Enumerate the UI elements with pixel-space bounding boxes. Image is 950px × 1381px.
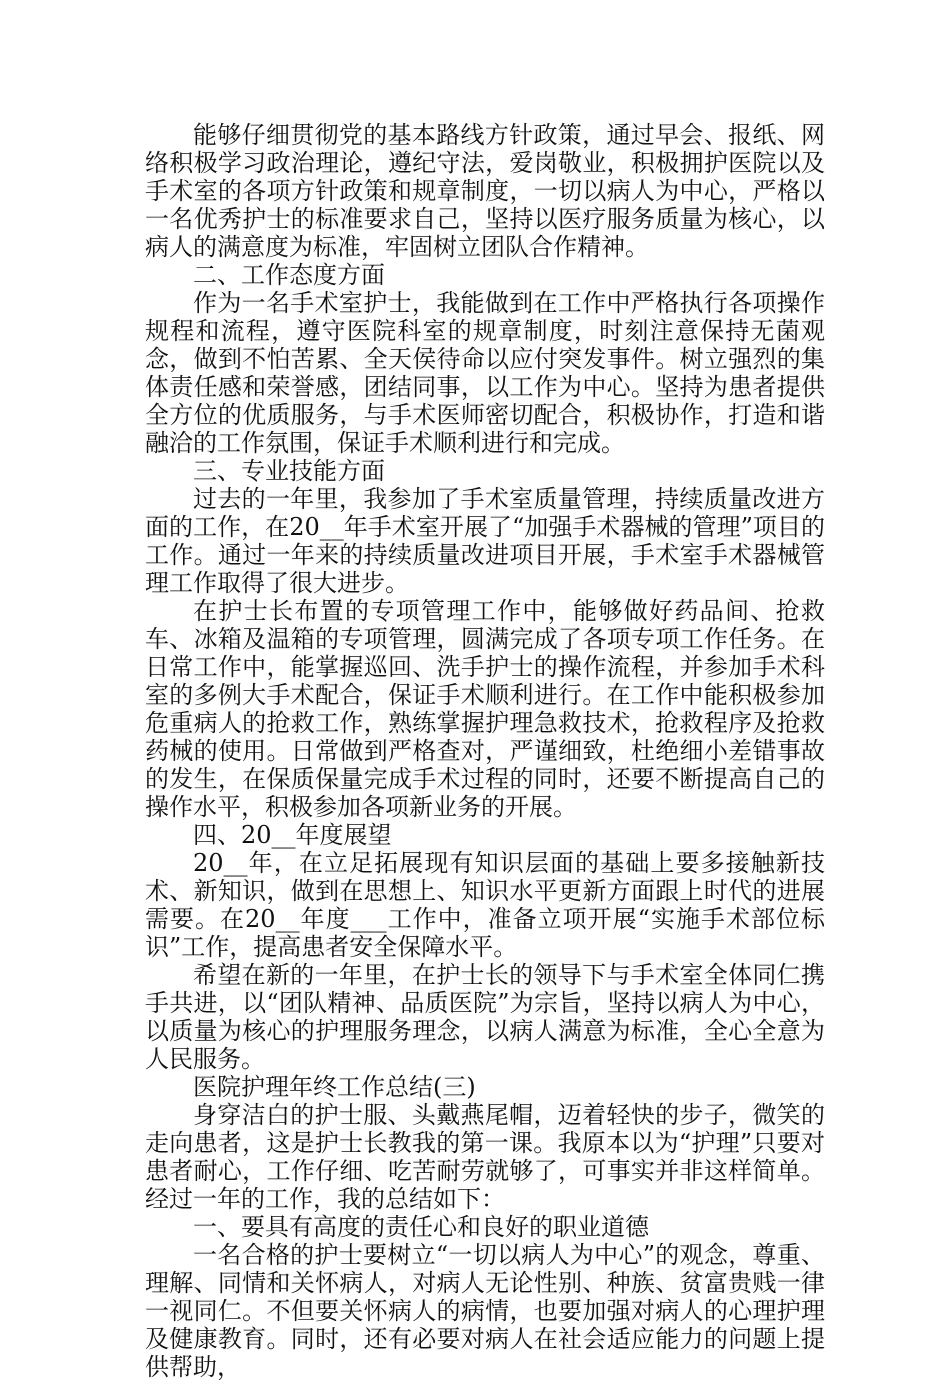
paragraph-quality-management: 过去的一年里，我参加了手术室质量管理，持续质量改进方面的工作，在20__年手术室开展了“加强手术器械的管理”项目的工作。通过一年来的持续质量改进项目开展，手术室手术器械管理工作取得了很大进步。: [145, 485, 825, 597]
document-title-summary-three: 医院护理年终工作总结(三): [193, 1073, 476, 1101]
section-heading-work-attitude: 二、工作态度方面: [193, 261, 385, 289]
paragraph-hope: 希望在新的一年里，在护士长的领导下与手术室全体同仁携手共进，以“团队精神、品质医院”为宗旨，坚持以病人为中心，以质量为核心的护理服务理念，以病人满意为标准，全心全意为人民服务。: [145, 961, 825, 1073]
paragraph-first-lesson: 身穿洁白的护士服、头戴燕尾帽，迈着轻快的步子，微笑的走向患者，这是护士长教我的第一课。我原本以为“护理”只要对患者耐心，工作仔细、吃苦耐劳就够了，可事实并非这样简单。经过一年的工作，我的总结如下：: [145, 1101, 825, 1213]
paragraph-outlook: 20__年，在立足拓展现有知识层面的基础上要多接触新技术、新知识，做到在思想上、知识水平更新方面跟上时代的进展需要。在20__年度___工作中，准备立项开展“实施手术部位标识”工作，提高患者安全保障水平。: [145, 849, 825, 961]
paragraph-special-management: 在护士长布置的专项管理工作中，能够做好药品间、抢救车、冰箱及温箱的专项管理，圆满完成了各项专项工作任务。在日常工作中，能掌握巡回、洗手护士的操作流程，并参加手术科室的多例大手术配合，保证手术顺利进行。在工作中能积极参加危重病人的抢救工作，熟练掌握护理急救技术，抢救程序及抢救药械的使用。日常做到严格查对，严谨细致，杜绝细小差错事故的发生，在保质保量完成手术过程的同时，还要不断提高自己的操作水平，积极参加各项新业务的开展。: [145, 597, 825, 821]
section-heading-annual-outlook: 四、20__年度展望: [193, 821, 392, 849]
document-page: [145, 121, 825, 1381]
paragraph-patient-centered: 一名合格的护士要树立“一切以病人为中心”的观念，尊重、理解、同情和关怀病人，对病人无论性别、种族、贫富贵贱一律一视同仁。不但要关怀病人的病情，也要加强对病人的心理护理及健康教育。同时，还有必要对病人在社会适应能力的问题上提供帮助，: [145, 1241, 825, 1381]
paragraph-party-policy: 能够仔细贯彻党的基本路线方针政策，通过早会、报纸、网络积极学习政治理论，遵纪守法，爱岗敬业，积极拥护医院以及手术室的各项方针政策和规章制度，一切以病人为中心，严格以一名优秀护士的标准要求自己，坚持以医疗服务质量为核心，以病人的满意度为标准，牢固树立团队合作精神。: [145, 121, 825, 261]
paragraph-work-attitude: 作为一名手术室护士，我能做到在工作中严格执行各项操作规程和流程，遵守医院科室的规章制度，时刻注意保持无菌观念，做到不怕苦累、全天侯待命以应付突发事件。树立强烈的集体责任感和荣誉感，团结同事，以工作为中心。坚持为患者提供全方位的优质服务，与手术医师密切配合，积极协作，打造和谐融洽的工作氛围，保证手术顺利进行和完成。: [145, 289, 825, 457]
section-heading-responsibility: 一、要具有高度的责任心和良好的职业道德: [193, 1213, 649, 1241]
section-heading-professional-skills: 三、专业技能方面: [193, 457, 385, 485]
